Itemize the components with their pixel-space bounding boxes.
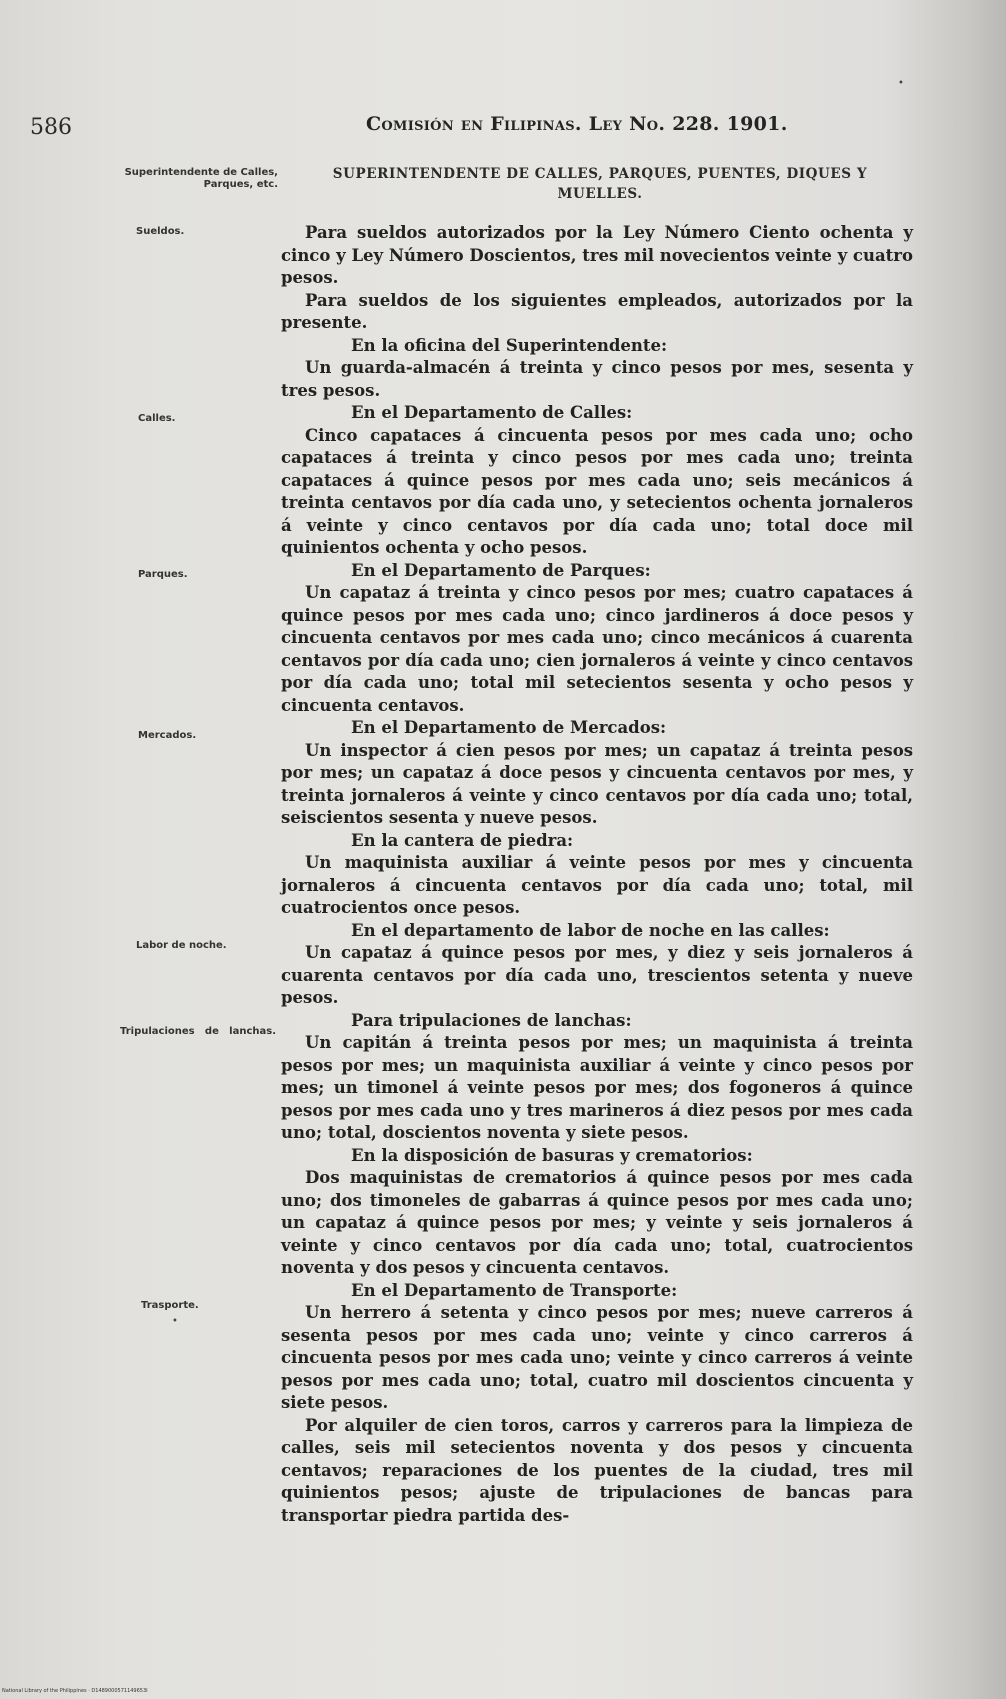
margin-note-tripulaciones: Tripulaciones de lanchas. bbox=[120, 1026, 276, 1037]
paragraph-basuras: Dos maquinistas de crematorios á quince pesos por mes cada uno; dos timoneles de gabarras á quince pesos por mes cada uno; un capataz á quince pesos por mes; y veinte y seis jornaleros á veinte y cinco centavos por día cada uno; total, cuatrocientos noventa y dos pesos y cincuenta centavos. bbox=[281, 1168, 913, 1277]
margin-note-labor-noche: Labor de noche. bbox=[136, 940, 227, 951]
margin-note-mercados: Mercados. bbox=[138, 730, 197, 741]
running-head: Comisión en Filipinas. Ley No. 228. 1901. bbox=[366, 113, 788, 135]
heading-basuras: En la disposición de basuras y crematorios: bbox=[351, 1145, 753, 1165]
paragraph-mercados: Un inspector á cien pesos por mes; un capataz á treinta pesos por mes; un capataz á doce pesos y cincuenta centavos por mes, y treinta jornaleros á veinte y cinco centavos por día cada uno; total, seiscientos sesenta y nueve pesos. bbox=[281, 740, 913, 827]
heading-labor-noche: En el departamento de labor de noche en las calles: bbox=[351, 920, 830, 940]
speck: • bbox=[172, 1316, 178, 1327]
page-number: 586 bbox=[30, 115, 72, 140]
paragraph-lanchas: Un capitán á treinta pesos por mes; un maquinista á treinta pesos por mes; un maquinista auxiliar á veinte y cinco pesos por mes; un timonel á veinte pesos por mes; dos fogoneros á quince pesos por mes cada uno y tres marineros á diez pesos por mes cada uno; total, doscientos noventa y siete pesos. bbox=[281, 1033, 913, 1142]
paragraph-alquiler: Por alquiler de cien toros, carros y carreros para la limpieza de calles, seis mil setecientos noventa y dos pesos y cincuenta centavos; reparaciones de los puentes de la ciudad, tres mil quinientos pesos; ajuste de tripulaciones de bancas para transportar piedra partida des- bbox=[281, 1415, 913, 1525]
paragraph-cantera: Un maquinista auxiliar á veinte pesos por mes y cincuenta jornaleros á cincuenta centavos por día cada uno; total, mil cuatrocientos once pesos. bbox=[281, 853, 913, 917]
paragraph-parques: Un capataz á treinta y cinco pesos por mes; cuatro capataces á quince pesos por mes cada uno; cinco jardineros á doce pesos y cincuenta centavos por mes cada uno; cinco mecánicos á cuarenta centavos por día cada uno; cien jornaleros á veinte y cinco centavos por día cada uno; total mil setecientos sesenta y ocho pesos y cincuenta centavos. bbox=[281, 583, 913, 715]
margin-note-parques: Parques. bbox=[138, 569, 188, 580]
heading-oficina: En la oficina del Superintendente: bbox=[351, 335, 668, 355]
paragraph-calles: Cinco capataces á cincuenta pesos por mes cada uno; ocho capataces á treinta y cinco pesos por mes cada uno; treinta capataces á quince pesos por mes cada uno; seis mecánicos á treinta centavos por día cada uno, y setecientos ochenta jornaleros á veinte y cinco centavos por día cada uno; total doce mil quinientos ochenta y ocho pesos. bbox=[281, 425, 913, 557]
heading-parques: En el Departamento de Parques: bbox=[351, 560, 651, 580]
heading-cantera: En la cantera de piedra: bbox=[351, 830, 574, 850]
heading-transporte: En el Departamento de Transporte: bbox=[351, 1280, 678, 1300]
heading-calles: En el Departamento de Calles: bbox=[351, 403, 633, 422]
margin-note-sueldos: Sueldos. bbox=[136, 226, 185, 237]
margin-note-superintendente: Superintendente de Calles, Parques, etc. bbox=[124, 167, 278, 190]
paragraph-transporte: Un herrero á setenta y cinco pesos por mes; nueve carreros á sesenta pesos por mes cada uno; veinte y cinco carreros á cincuenta pesos por mes cada uno; veinte y cinco carreros á veinte pesos por mes cada uno; total, cuatro mil doscientos cincuenta y siete pesos. bbox=[281, 1303, 913, 1412]
margin-note-transporte: Trasporte. bbox=[141, 1300, 199, 1311]
body-text bbox=[281, 222, 913, 1527]
paragraph-oficina: Un guarda-almacén á treinta y cinco pesos por mes, sesenta y tres pesos. bbox=[281, 358, 913, 400]
margin-note-calles: Calles. bbox=[138, 413, 176, 424]
speck: • bbox=[898, 78, 904, 89]
paragraph-empleados: Para sueldos de los siguientes empleados, autorizados por la presente. bbox=[281, 290, 913, 332]
scan-footer: National Library of the Philippines · D1489000571149653I bbox=[2, 1688, 148, 1694]
section-title: SUPERINTENDENTE DE CALLES, PARQUES, PUENTES, DIQUES Y MUELLES. bbox=[332, 166, 868, 202]
paragraph-sueldos: Para sueldos autorizados por la Ley Número Ciento ochenta y cinco y Ley Número Doscientos, tres mil novecientos veinte y cuatro pesos. bbox=[281, 223, 913, 287]
paragraph-labor-noche: Un capataz á quince pesos por mes, y diez y seis jornaleros á cuarenta centavos por día cada uno, trescientos setenta y nueve pesos. bbox=[281, 943, 913, 1007]
heading-mercados: En el Departamento de Mercados: bbox=[351, 718, 667, 737]
heading-lanchas: Para tripulaciones de lanchas: bbox=[351, 1010, 632, 1030]
